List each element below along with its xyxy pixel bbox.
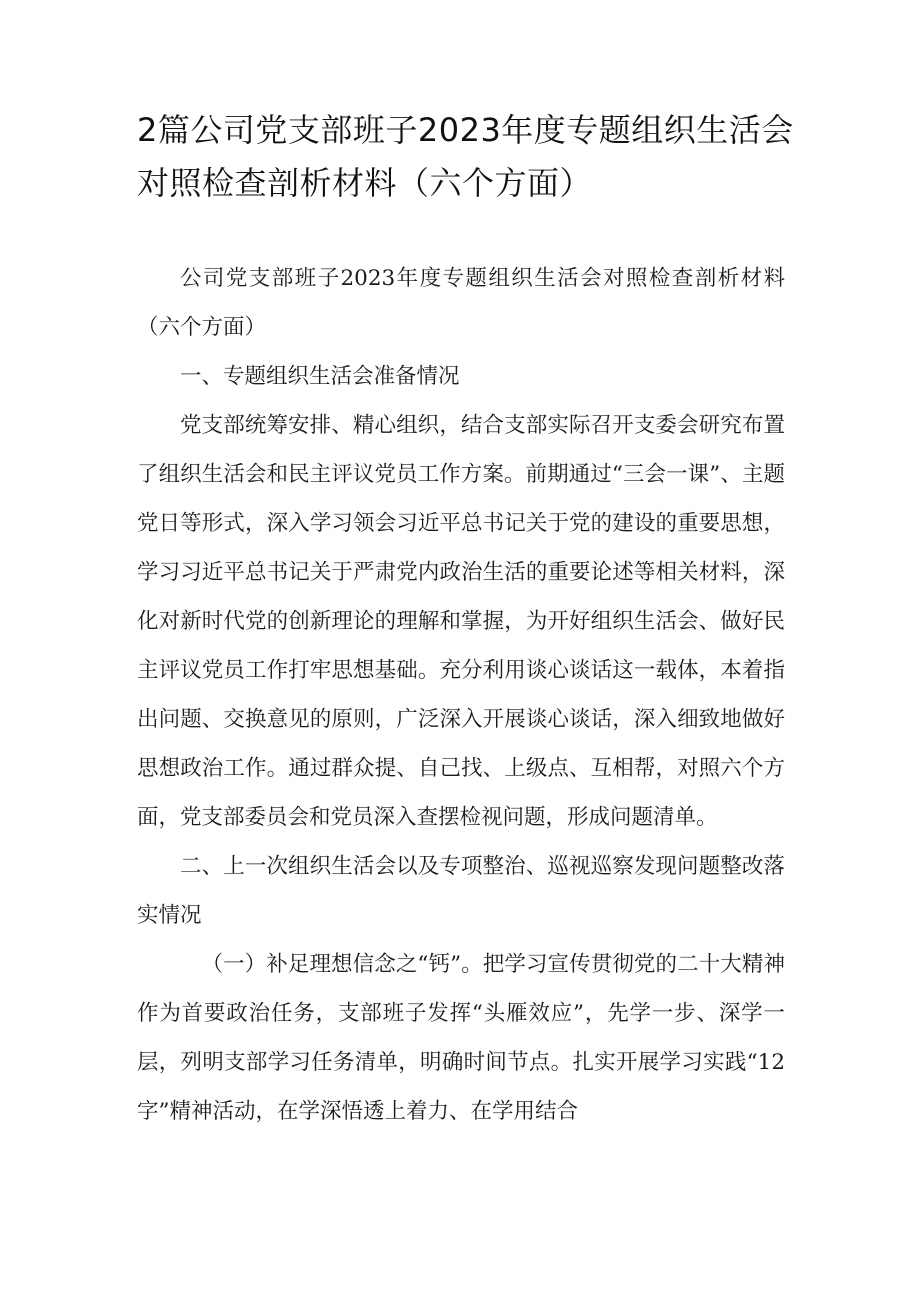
document-title: 2篇公司党支部班子2023年度专题组织生活会对照检查剖析材料（六个方面）	[137, 111, 794, 202]
paragraph-subtitle: 公司党支部班子2023年度专题组织生活会对照检查剖析材料（六个方面）	[137, 266, 785, 340]
paragraph-subsection-1: （一）补足理想信念之“钙”。把学习宣传贯彻党的二十大精神作为首要政治任务，支部班子发挥“头雁效应”，先学一步、深学一层，列明支部学习任务清单，明确时间节点。扎实开展学习实践“12字”精神活动，在学深悟透上着力、在学用结合	[137, 952, 785, 1124]
heading-section-1: 一、专题组织生活会准备情况	[180, 364, 460, 389]
heading-section-2: 二、上一次组织生活会以及专项整治、巡视巡察发现问题整改落实情况	[137, 854, 785, 928]
document-body	[137, 254, 785, 1136]
paragraph-section-1: 党支部统筹安排、精心组织，结合支部实际召开支委会研究布置了组织生活会和民主评议党员工作方案。前期通过“三会一课”、主题党日等形式，深入学习领会习近平总书记关于党的建设的重要思想，学习习近平总书记关于严肃党内政治生活的重要论述等相关材料，深化对新时代党的创新理论的理解和掌握，为开好组织生活会、做好民主评议党员工作打牢思想基础。充分利用谈心谈话这一载体，本着指出问题、交换意见的原则，广泛深入开展谈心谈话，深入细致地做好思想政治工作。通过群众提、自己找、上级点、互相帮，对照六个方面，党支部委员会和党员深入查摆检视问题，形成问题清单。	[137, 413, 785, 830]
